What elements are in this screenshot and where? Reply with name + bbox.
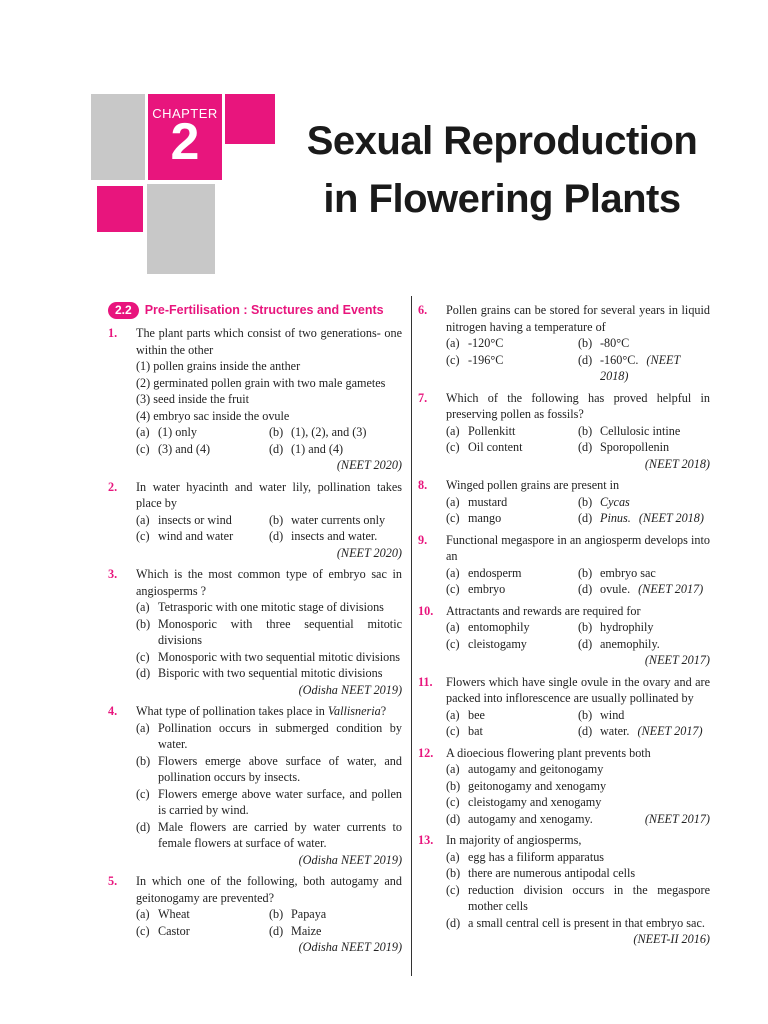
section-number-badge: 2.2 [108, 302, 139, 319]
options-grid [136, 906, 402, 939]
question-number: 6. [418, 303, 428, 317]
option-c: (c) reduction division occurs in the megaspore mother cells [446, 882, 710, 913]
option-b: (b) wind [578, 707, 625, 722]
option-d: (d) Male flowers are carried by water currents to female flowers at surface of water. [136, 819, 402, 850]
section-heading [108, 302, 402, 319]
statement-item: (4) embryo sac inside the ovule [136, 408, 290, 423]
question-text: In majority of angiosperms, [446, 833, 582, 847]
options-grid [136, 512, 402, 545]
option-c: (c) wind and water [136, 529, 234, 543]
question-number: 7. [418, 390, 428, 405]
options-grid [446, 494, 710, 527]
question-12 [418, 745, 710, 828]
question-number: 13. [418, 833, 434, 847]
question-number: 12. [418, 745, 434, 760]
option-d: (d) autogamy and xenogamy. (NEET 2017) [446, 811, 710, 826]
question-4 [108, 703, 402, 868]
option-b: (b) there are numerous antipodal cells [446, 866, 636, 880]
statement-item: (3) seed inside the fruit [136, 392, 250, 406]
column-divider [411, 296, 412, 976]
options-grid [446, 619, 710, 652]
option-d: (d) anemophily. [578, 636, 660, 651]
question-9 [418, 532, 710, 598]
options-grid [136, 424, 402, 457]
question-6 [418, 302, 710, 385]
option-d: (d) ovule. (NEET 2017) [578, 582, 704, 596]
question-3 [108, 566, 402, 698]
question-number: 11. [418, 674, 433, 689]
section-title: Pre-Fertilisation : Structures and Events [144, 303, 384, 318]
question-number: 9. [418, 532, 428, 547]
option-a: (a) Pollination occurs in submerged condition by water. [136, 720, 402, 751]
question-13 [418, 832, 710, 948]
statement-item: (2) germinated pollen grain with two male gametes [136, 375, 386, 390]
option-a: (a) -120°C [446, 336, 504, 350]
option-b: (b) Papaya [269, 907, 327, 921]
option-b: (b) -80°C [578, 336, 630, 350]
question-number: 4. [108, 704, 118, 718]
question-text: In water hyacinth and water lily, pollination takes place by [136, 479, 402, 510]
option-b: (b) (1), (2), and (3) [269, 425, 367, 439]
question-source: (NEET 2020) [336, 545, 402, 560]
question-number: 2. [108, 479, 118, 494]
options-grid [446, 565, 710, 598]
question-number: 3. [108, 567, 118, 581]
option-b: (b) embryo sac [578, 565, 656, 580]
question-number: 5. [108, 874, 118, 888]
option-a: (a) insects or wind [136, 512, 232, 527]
header-block-pink-left [97, 186, 143, 232]
left-column [108, 302, 402, 961]
option-a: (a) Tetrasporic with one mitotic stage of divisions [136, 600, 384, 614]
options-grid [446, 335, 710, 385]
question-text: Winged pollen grains are present in [446, 478, 620, 492]
option-b: (b) Flowers emerge above surface of water, and pollination occurs by insects. [136, 753, 402, 784]
question-source: (NEET 2018) [638, 511, 704, 525]
question-source: (NEET 2018) [600, 352, 681, 383]
question-2 [108, 479, 402, 562]
option-a: (a) Wheat [136, 907, 190, 921]
option-c: (c) bat [446, 724, 483, 738]
question-source: (NEET 2017) [644, 653, 710, 667]
header-block-gray-top [91, 94, 145, 180]
option-c: (c) Flowers emerge above water surface, and pollen is carried by wind. [136, 786, 402, 817]
question-source: (NEET 2017) [644, 811, 710, 826]
question-source: (NEET 2018) [644, 456, 710, 471]
option-c: (c) Castor [136, 923, 190, 938]
question-source: (Odisha NEET 2019) [298, 852, 402, 867]
page-title [282, 112, 722, 228]
question-text: What type of pollination takes place in Vallisneria? [136, 704, 387, 718]
option-d: (d) a small central cell is present in that embryo sac. [446, 915, 705, 930]
option-c: (c) embryo [446, 582, 506, 596]
option-a: (a) entomophily [446, 620, 530, 634]
question-1 [108, 325, 402, 474]
question-source: (NEET 2017) [637, 724, 703, 738]
option-d: (d) -160°C. (NEET 2018) [578, 352, 681, 383]
title-line-2: in Flowering Plants [323, 177, 681, 221]
question-text: Which is the most common type of embryo sac in angiosperms ? [136, 567, 402, 598]
option-c: (c) -196°C [446, 352, 504, 367]
option-d: (d) Pinus. (NEET 2018) [578, 511, 704, 525]
option-d: (d) Bisporic with two sequential mitotic divisions [136, 666, 383, 680]
option-a: (a) bee [446, 707, 485, 722]
option-a: (a) Pollenkitt [446, 423, 516, 438]
question-source: (NEET 2020) [336, 458, 402, 472]
option-a: (a) endosperm [446, 565, 522, 580]
question-source: (NEET-II 2016) [633, 932, 710, 946]
option-d: (d) water. (NEET 2017) [578, 724, 703, 738]
option-b: (b) water currents only [269, 512, 386, 527]
option-b: (b) hydrophily [578, 620, 654, 634]
question-source: (Odisha NEET 2019) [298, 682, 402, 697]
header-block-gray-bottom [147, 184, 215, 274]
option-b: (b) Monosporic with three sequential mitotic divisions [136, 616, 402, 647]
chapter-label: CHAPTER [152, 106, 218, 121]
option-d: (d) Sporopollenin [578, 440, 670, 454]
question-number: 10. [418, 603, 434, 618]
question-number: 8. [418, 478, 428, 492]
option-c: (c) mango [446, 511, 502, 525]
option-c: (c) Monosporic with two sequential mitotic divisions [136, 649, 401, 664]
right-column [418, 302, 710, 953]
options-grid [446, 423, 710, 456]
question-8 [418, 477, 710, 527]
question-text: Flowers which have single ovule in the ovary and are packed into inflorescence are usually pollinated by [446, 674, 710, 705]
option-d: (d) (1) and (4) [269, 441, 344, 456]
option-c: (c) cleistogamy [446, 636, 527, 651]
question-number: 1. [108, 326, 118, 340]
question-text: Pollen grains can be stored for several years in liquid nitrogen having a temperature of [446, 303, 710, 334]
question-7 [418, 390, 710, 473]
chapter-number: 2 [170, 113, 200, 171]
question-source: (Odisha NEET 2019) [298, 940, 402, 954]
question-text: Which of the following has proved helpful in preserving pollen as fossils? [446, 390, 710, 421]
title-line-1: Sexual Reproduction [306, 119, 698, 163]
option-a: (a) autogamy and geitonogamy [446, 762, 604, 776]
question-text: In which one of the following, both autogamy and geitonogamy are prevented? [136, 874, 402, 905]
option-a: (a) mustard [446, 494, 508, 509]
option-c: (c) cleistogamy and xenogamy [446, 795, 602, 809]
header-block-pink-small [225, 94, 275, 144]
option-b: (b) geitonogamy and xenogamy [446, 778, 607, 793]
question-11 [418, 674, 710, 740]
option-d: (d) insects and water. [269, 529, 378, 543]
question-text: Functional megaspore in an angiosperm develops into an [446, 532, 710, 563]
option-a: (a) (1) only [136, 425, 197, 439]
option-d: (d) Maize [269, 923, 322, 938]
option-b: (b) Cycas [578, 494, 630, 509]
question-text: The plant parts which consist of two generations- one within the other [136, 326, 402, 357]
option-c: (c) (3) and (4) [136, 441, 211, 456]
question-10 [418, 603, 710, 669]
option-a: (a) egg has a filiform apparatus [446, 849, 605, 864]
question-5 [108, 873, 402, 956]
statement-item: (1) pollen grains inside the anther [136, 359, 301, 373]
option-c: (c) Oil content [446, 440, 523, 454]
option-b: (b) Cellulosic intine [578, 423, 681, 438]
question-text: Attractants and rewards are required for [446, 603, 641, 618]
question-text: A dioecious flowering plant prevents both [446, 745, 651, 760]
options-grid [446, 707, 710, 740]
question-source: (NEET 2017) [638, 582, 704, 596]
